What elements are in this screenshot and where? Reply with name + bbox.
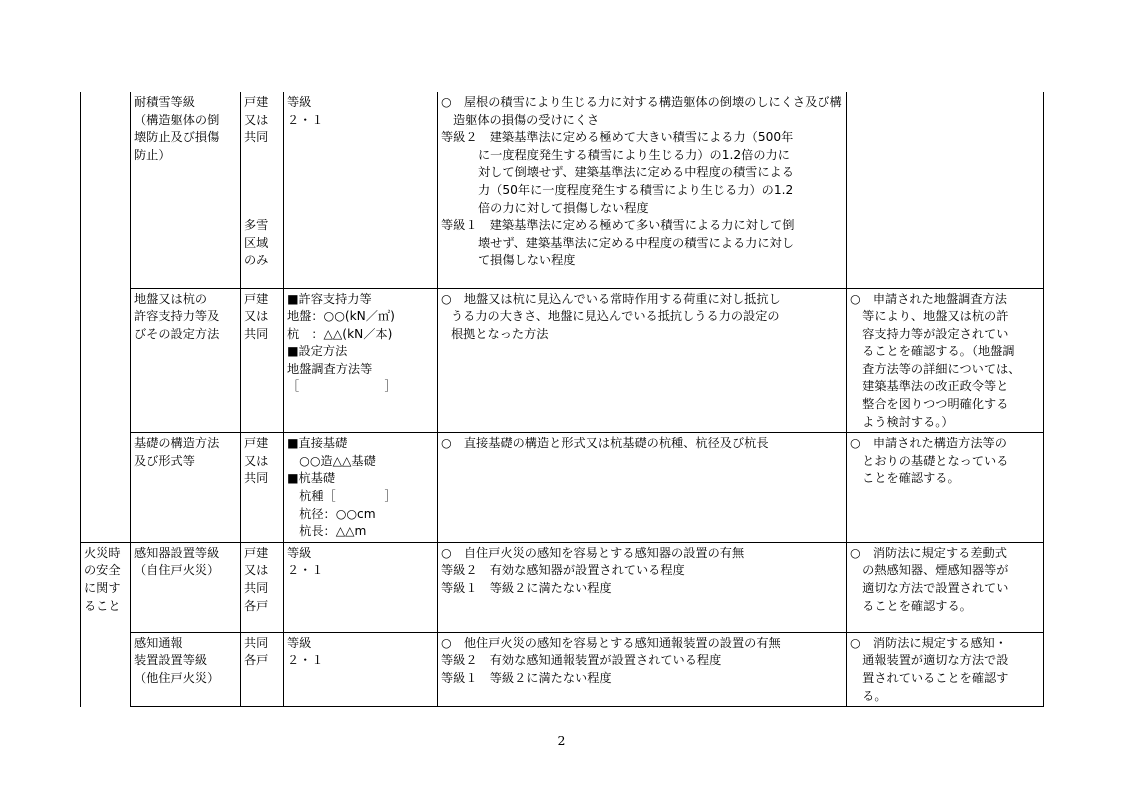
cell-line: 容支持力等が設定されてい xyxy=(850,326,1009,341)
cell-line: 共同 xyxy=(244,635,269,650)
cell-line: 装置設置等級 xyxy=(134,653,208,668)
cell-line: 感知器設置等級 xyxy=(134,545,220,560)
cell-line: とおりの基礎となっている xyxy=(850,453,1009,468)
cell-line: 地盤又は杭の xyxy=(134,291,208,306)
description-line: 等級１ 建築基準法に定める極めて多い積雪による力に対して倒 xyxy=(441,218,795,233)
description-line: 等級１ 等級２に満たない程度 xyxy=(441,581,612,595)
description-cell xyxy=(438,288,847,433)
cell-line: 地盤調査方法等 xyxy=(287,361,373,376)
cell-line: ■直接基礎 xyxy=(287,436,348,451)
description-line: 壊せず、建築基準法に定める中程度の積雪による力に対し xyxy=(478,235,794,250)
cell-line: る。 xyxy=(850,688,887,703)
description-line: 等級２ 有効な感知通報装置が設置されている程度 xyxy=(441,653,722,668)
cell-line xyxy=(244,164,281,182)
description-line: て損傷しない程度 xyxy=(478,253,576,268)
cell-line: 杭種［ ］ xyxy=(287,489,397,504)
cell-line: ○ 申請された地盤調査方法 xyxy=(850,291,1007,306)
cell-line: 杭 ：△△(kN／本) xyxy=(287,326,393,341)
description-line: ○ 自住戸火災の感知を容易とする感知器の設置の有無 xyxy=(441,545,745,560)
cell-line: びその設定方法 xyxy=(134,326,220,341)
cell-line: ○ 消防法に規定する感知・ xyxy=(850,635,1007,650)
cell-line: ■設定方法 xyxy=(287,344,348,359)
cell-line: （自住戸火災） xyxy=(134,563,220,578)
description-line: 倍の力に対して損傷しない程度 xyxy=(478,200,649,215)
item-cell xyxy=(131,433,241,543)
cell-line: 等級 xyxy=(287,545,312,560)
cell-line: ○ 消防法に規定する差動式 xyxy=(850,545,1007,560)
description-cell xyxy=(438,632,847,706)
cell-line: 及び形式等 xyxy=(134,453,195,468)
scope-cell xyxy=(241,632,284,706)
cell-line: 適切な方法で設置されてい xyxy=(850,581,1009,595)
cell-line xyxy=(244,182,281,200)
options-cell xyxy=(284,288,438,433)
cell-line: よう検討する。） xyxy=(850,414,954,429)
description-line: うる力の大きさ、地盤に見込んでいる抵抗しうる力の設定の xyxy=(451,309,780,324)
cell-line: ■杭基礎 xyxy=(287,471,336,486)
options-cell xyxy=(284,433,438,543)
check-method-cell xyxy=(847,542,1044,632)
cell-line: ■許容支持力等 xyxy=(287,291,372,306)
cell-line: 査方法等の詳細については、 xyxy=(850,361,1021,376)
description-line: ○ 地盤又は杭に見込んでいる常時作用する荷重に対し抵抗し xyxy=(441,291,781,306)
description-line: 対して倒壊せず、建築基準法に定める中程度の積雪による xyxy=(478,165,794,180)
category-cell xyxy=(81,92,131,542)
scope-cell xyxy=(241,542,284,632)
description-line: ○ 直接基礎の構造と形式又は杭基礎の杭種、杭径及び杭長 xyxy=(441,436,769,451)
cell-line: 多雪 xyxy=(244,218,269,233)
cell-line: 耐積雪等級 xyxy=(134,95,195,109)
check-method-cell xyxy=(847,433,1044,543)
item-cell xyxy=(131,288,241,433)
cell-line: ２・１ xyxy=(287,653,324,668)
cell-line: ることを確認する。 xyxy=(850,598,972,613)
cell-line: の熱感知器、煙感知器等が xyxy=(850,563,1009,578)
description-line: ○ 屋根の積雪により生じる力に対する構造躯体の倒壊のしにくさ及び構造躯体の損傷の受けにくさ xyxy=(441,95,842,127)
cell-line: ことを確認する。 xyxy=(850,471,960,486)
cell-line: 等により、地盤又は杭の許 xyxy=(850,309,1009,324)
cell-line: 地盤：○○(kN／㎡) xyxy=(287,309,395,324)
cell-line: 感知通報 xyxy=(134,635,183,650)
cell-line: 共同 xyxy=(244,581,269,595)
cell-line: 共同 xyxy=(244,471,269,486)
description-cell xyxy=(438,542,847,632)
cell-line: 杭径：○○cm xyxy=(287,506,376,521)
cell-line: ２・１ xyxy=(287,563,324,578)
scope-cell xyxy=(241,288,284,433)
cell-line: 壊防止及び損傷 xyxy=(134,130,220,145)
check-method-cell xyxy=(847,288,1044,433)
cell-line xyxy=(244,200,281,218)
cell-line: 杭長：△△m xyxy=(287,524,367,539)
cell-line: ることを確認する。（地盤調 xyxy=(850,344,1015,359)
cell-line: 戸建 xyxy=(244,545,269,560)
cell-line: 区域 xyxy=(244,235,269,250)
scope-cell xyxy=(241,92,284,288)
cell-line: 各戸 xyxy=(244,653,269,668)
cell-line: 又は xyxy=(244,453,269,468)
description-line: 根拠となった方法 xyxy=(451,326,549,341)
performance-standards-table xyxy=(80,92,1044,707)
description-line: ○ 他住戸火災の感知を容易とする感知通報装置の設置の有無 xyxy=(441,635,781,650)
cell-line: ○○造△△基礎 xyxy=(287,453,376,468)
check-method-cell xyxy=(847,632,1044,706)
cell-line: ［ ］ xyxy=(287,379,397,394)
cell-line: 戸建 xyxy=(244,436,269,451)
description-cell xyxy=(438,92,847,288)
cell-line: 通報装置が適切な方法で設 xyxy=(850,653,1009,668)
description-line: 等級１ 等級２に満たない程度 xyxy=(441,671,612,685)
cell-line: 又は xyxy=(244,563,269,578)
performance-table-sheet xyxy=(80,92,1043,707)
description-line: 力（50年に一度程度発生する積雪により生じる力）の1.2 xyxy=(478,182,794,197)
category-cell: 火災時 の安全 に関す ること xyxy=(81,542,131,706)
cell-line: 戸建 xyxy=(244,291,269,306)
cell-line: 各戸 xyxy=(244,598,269,613)
table-row xyxy=(81,632,1044,706)
options-cell xyxy=(284,92,438,288)
item-cell xyxy=(131,632,241,706)
cell-line: 整合を図りつつ明確化する xyxy=(850,397,1009,412)
cell-line: 等級 xyxy=(287,635,312,650)
item-cell xyxy=(131,92,241,288)
page-number: 2 xyxy=(557,733,566,748)
options-cell xyxy=(284,632,438,706)
table-row xyxy=(81,92,1044,288)
table-row xyxy=(81,288,1044,433)
cell-line: 等級 xyxy=(287,95,312,109)
cell-line: 又は xyxy=(244,309,269,324)
cell-line: （他住戸火災） xyxy=(134,671,220,685)
description-line: 等級２ 有効な感知器が設置されている程度 xyxy=(441,563,685,578)
options-cell xyxy=(284,542,438,632)
description-line: 等級２ 建築基準法に定める極めて大きい積雪による力（500年 xyxy=(441,130,794,145)
cell-line: （構造躯体の倒 xyxy=(134,112,220,127)
item-cell xyxy=(131,542,241,632)
table-row xyxy=(81,542,1044,632)
cell-line: 基礎の構造方法 xyxy=(134,436,220,451)
table-body xyxy=(81,92,1044,707)
cell-line: 又は xyxy=(244,112,269,127)
cell-line: 建築基準法の改正政令等と xyxy=(850,379,1009,394)
cell-line: 共同 xyxy=(244,326,269,341)
description-cell xyxy=(438,433,847,543)
cell-line xyxy=(244,147,281,165)
cell-line: 防止） xyxy=(134,147,171,162)
cell-line: ○ 申請された構造方法等の xyxy=(850,436,1007,451)
table-row xyxy=(81,433,1044,543)
cell-line: 許容支持力等及 xyxy=(134,309,220,324)
check-method-cell xyxy=(847,92,1044,288)
cell-line: ２・１ xyxy=(287,112,324,127)
cell-line: 置されていることを確認す xyxy=(850,671,1009,685)
cell-line: 共同 xyxy=(244,130,269,145)
cell-line: のみ xyxy=(244,253,269,268)
scope-cell xyxy=(241,433,284,543)
cell-line: 戸建 xyxy=(244,95,269,109)
description-line: に一度程度発生する積雪により生じる力）の1.2倍の力に xyxy=(478,147,790,162)
